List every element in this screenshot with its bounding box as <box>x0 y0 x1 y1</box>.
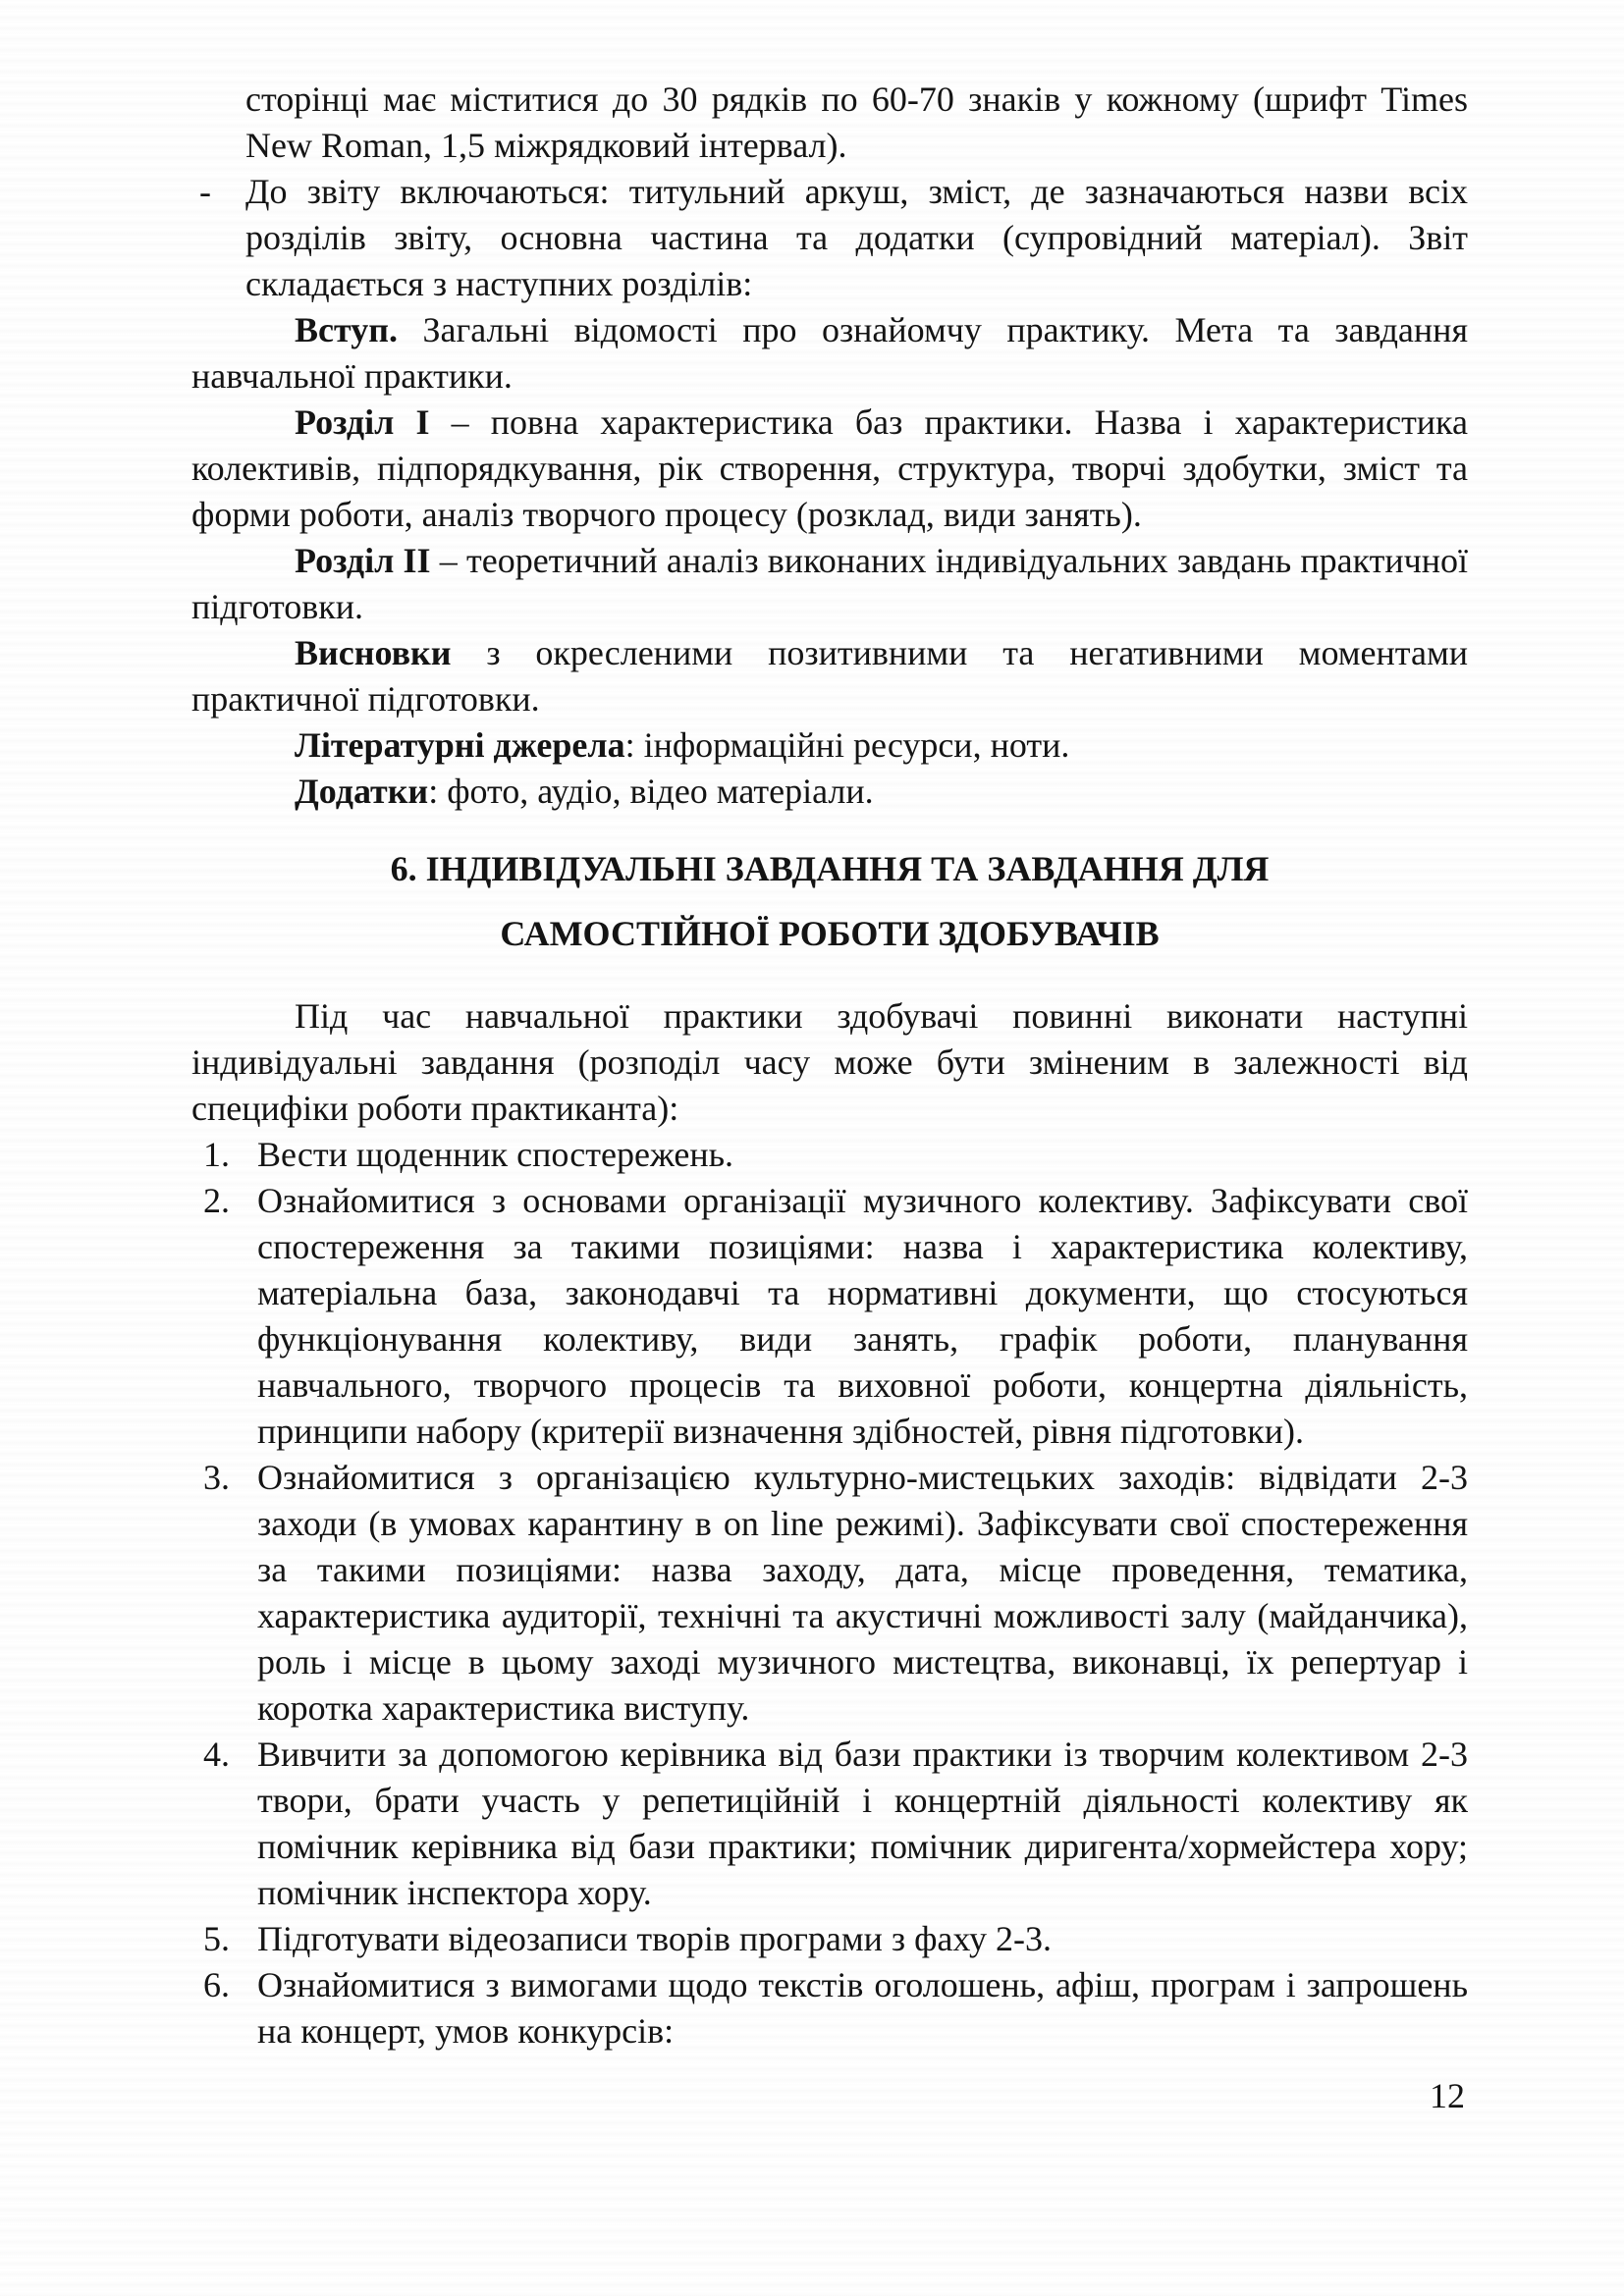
section-text: – теоретичний аналіз виконаних індивідуальних завдань практичної підготовки. <box>191 541 1469 626</box>
report-section-rozdil-1 <box>191 400 1468 538</box>
task-number: 6. <box>203 1965 230 2004</box>
task-text: Ознайомитися з основами організації музичного колективу. Зафіксувати свої спостереження за такими позиціями: назва і характеристика колективу, матеріальна база, законодавчі та нормативні документи, що стосуються функціонування колективу, види занять, графік роботи, планування навчального, творчого процесів та виховної роботи, концертна діяльність, принципи набору (критерії визначення здібностей, рівня підготовки). <box>257 1181 1468 1451</box>
task-item-5 <box>191 1916 1468 1962</box>
section-lead: Вступ. <box>295 310 398 349</box>
section-text: : фото, аудіо, відео матеріали. <box>428 772 874 811</box>
task-text: Ознайомитися з організацією культурно-мистецьких заходів: відвідати 2-3 заходи (в умовах карантину в on line режимі). Зафіксувати свої спостереження за такими позиціями: назва заходу, дата, місце проведення, тематика, характеристика аудиторії, технічні та акустичні можливості залу (майданчика), роль і місце в цьому заході музичного мистецтва, виконавці, їх репертуар і коротка характеристика виступу. <box>257 1458 1468 1728</box>
section-lead: Розділ I <box>295 402 430 442</box>
section-text: – повна характеристика баз практики. Назва і характеристика колективів, підпорядкування, рік створення, структура, творчі здобутки, зміст та форми роботи, аналіз творчого процесу (розклад, види занять). <box>191 402 1468 534</box>
intro-paragraph: Під час навчальної практики здобувачі повинні виконати наступні індивідуальні завдання (розподіл часу може бути зміненим в залежності від специфіки роботи практиканта): <box>191 996 1468 1128</box>
report-section-dodatky <box>191 769 1468 815</box>
task-item-2 <box>191 1178 1468 1455</box>
task-text: Вести щоденник спостережень. <box>257 1135 733 1174</box>
section-lead: Висновки <box>295 633 452 672</box>
dash-bullet: - <box>199 172 211 211</box>
section-heading <box>191 836 1468 966</box>
task-number: 2. <box>203 1181 230 1220</box>
task-item-6 <box>191 1962 1468 2055</box>
task-number: 3. <box>203 1458 230 1497</box>
section-text: : інформаційні ресурси, ноти. <box>624 725 1070 765</box>
section-lead: Розділ II <box>295 541 431 580</box>
task-number: 5. <box>203 1919 230 1958</box>
dash-item <box>191 169 1468 307</box>
report-section-vysnovky <box>191 630 1468 722</box>
report-section-vstup <box>191 307 1468 400</box>
section-lead: Додатки <box>295 772 429 811</box>
section-heading-line2: САМОСТІЙНОЇ РОБОТИ ЗДОБУВАЧІВ <box>500 914 1160 953</box>
task-item-3 <box>191 1455 1468 1732</box>
task-text: Підготувати відеозаписи творів програми з фаху 2-3. <box>257 1919 1053 1958</box>
report-section-rozdil-2 <box>191 538 1468 630</box>
section-text: з окресленими позитивними та негативними моментами практичної підготовки. <box>191 633 1468 719</box>
dash-item-text: До звіту включаються: титульний аркуш, зміст, де зазначаються назви всіх розділів звіту, основна частина та додатки (супровідний матеріал). Звіт складається з наступних розділів: <box>245 172 1468 303</box>
section-text: Загальні відомості про ознайомчу практику. Мета та завдання навчальної практики. <box>191 310 1468 396</box>
task-list <box>191 1132 1468 2055</box>
section-heading-line1: 6. ІНДИВІДУАЛЬНІ ЗАВДАННЯ ТА ЗАВДАННЯ ДЛЯ <box>390 849 1270 888</box>
page-number: 12 <box>1430 2076 1465 2115</box>
task-item-1 <box>191 1132 1468 1178</box>
section-lead: Літературні джерела <box>295 725 625 765</box>
report-section-literaturni-dzherela <box>191 722 1468 769</box>
task-number: 1. <box>203 1135 230 1174</box>
task-text: Вивчити за допомогою керівника від бази практики із творчим колективом 2-3 твори, брати участь у репетиційній і концертній діяльності колективу як помічник керівника від бази практики; помічник диригента/хормейстера хору; помічник інспектора хору. <box>257 1735 1468 1912</box>
dash-item-continuation: сторінці має міститися до 30 рядків по 60-70 знаків у кожному (шрифт Times New Roman, 1,5 міжрядковий інтервал). <box>245 80 1468 165</box>
task-text: Ознайомитися з вимогами щодо текстів оголошень, афіш, програм і запрошень на концерт, умов конкурсів: <box>257 1965 1468 2051</box>
task-number: 4. <box>203 1735 230 1774</box>
task-item-4 <box>191 1732 1468 1916</box>
